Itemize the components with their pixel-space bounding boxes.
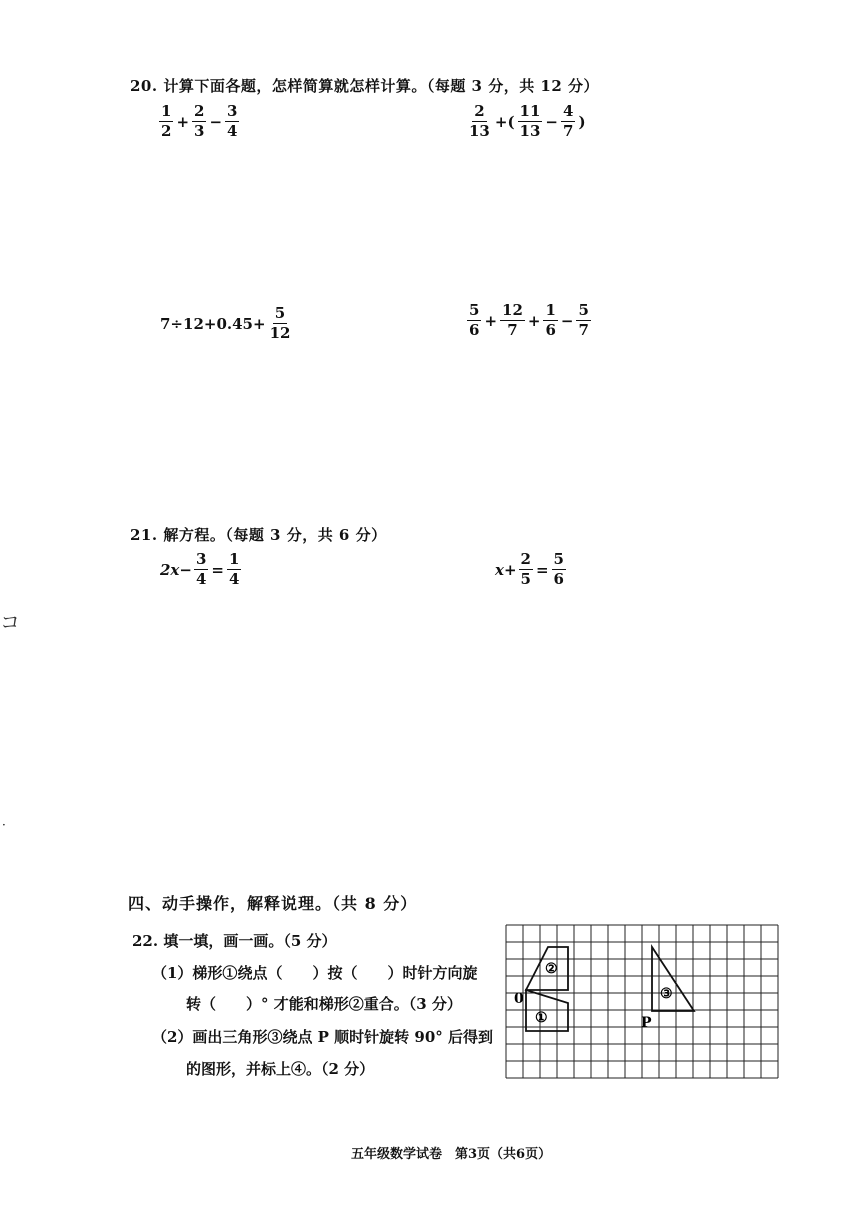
point-p-label: P	[641, 1015, 652, 1031]
denominator: 2	[161, 122, 172, 140]
denominator: 13	[519, 122, 541, 140]
margin-bracket-mark: コ	[0, 610, 20, 634]
rotation-grid-figure	[500, 918, 785, 1083]
numerator: 1	[161, 102, 172, 120]
close-paren: )	[578, 112, 586, 131]
shape-2-label: ②	[545, 961, 558, 977]
numerator: 5	[469, 301, 480, 319]
denominator: 6	[545, 321, 556, 339]
page-footer: 五年级数学试卷 第3页（共6页）	[351, 1147, 552, 1162]
numerator: 12	[502, 301, 523, 319]
numerator: 1	[545, 301, 556, 319]
triangle-3-shape	[652, 947, 694, 1011]
question-22-title: 22. 填一填，画一画。（5 分）	[132, 932, 337, 950]
denominator: 7	[578, 321, 589, 339]
numerator: 5	[274, 304, 286, 322]
numerator: 5	[553, 550, 564, 568]
numerator: 1	[228, 550, 240, 568]
operator: +	[484, 311, 498, 330]
numerator: 2	[194, 102, 205, 120]
q22-part1-line2: 转（ ）° 才能和梯形②重合。（3 分）	[186, 995, 462, 1013]
denominator: 6	[469, 321, 480, 339]
q20-expression-4	[465, 303, 593, 338]
denominator: 12	[269, 324, 291, 342]
q21-equation-2	[495, 552, 568, 587]
denominator: 7	[563, 122, 574, 140]
numerator: 2	[520, 550, 531, 568]
denominator: 7	[507, 321, 518, 339]
point-o-label: 0	[514, 991, 524, 1007]
question-20-title: 20. 计算下面各题，怎样简算就怎样计算。（每题 3 分，共 12 分）	[130, 77, 600, 95]
operator: −	[545, 112, 558, 131]
denominator: 5	[520, 570, 531, 588]
q22-part2-line1: （2）画出三角形③绕点 P 顺时针旋转 90° 后得到	[152, 1028, 493, 1046]
operator: +	[527, 311, 541, 330]
section-4-title: 四、动手操作，解释说理。（共 8 分）	[128, 894, 418, 913]
denominator: 13	[469, 122, 490, 140]
denominator: 4	[195, 570, 207, 588]
question-21-title: 21. 解方程。（每题 3 分，共 6 分）	[130, 526, 387, 544]
shape-3-label: ③	[660, 986, 673, 1002]
q20-expression-1	[157, 104, 241, 139]
numerator: 11	[519, 102, 541, 120]
q22-part1-line1: （1）梯形①绕点（ ）按（ ）时针方向旋	[152, 964, 478, 982]
q21-equation-1	[160, 552, 243, 587]
denominator: 3	[194, 122, 205, 140]
denominator: 4	[227, 122, 238, 140]
shape-1-label: ①	[535, 1010, 548, 1026]
numerator: 4	[563, 102, 574, 120]
operator: +	[176, 112, 190, 131]
operator: −	[209, 112, 223, 131]
expression-lead: 2x−	[160, 560, 192, 579]
margin-dot-mark: ·	[2, 818, 6, 832]
operator: +(	[494, 112, 515, 131]
expression-lead: 7÷12+0.45+	[160, 314, 266, 333]
equals-sign: =	[535, 560, 549, 579]
numerator: 3	[195, 550, 207, 568]
q20-expression-2	[465, 104, 587, 139]
equals-sign: =	[211, 560, 224, 579]
numerator: 5	[578, 301, 589, 319]
q20-expression-3	[160, 306, 294, 341]
operator: −	[560, 311, 574, 330]
q22-part2-line2: 的图形，并标上④。（2 分）	[186, 1060, 375, 1078]
denominator: 4	[228, 570, 240, 588]
numerator: 2	[474, 102, 485, 120]
numerator: 3	[227, 102, 238, 120]
expression-lead: x+	[495, 560, 517, 579]
denominator: 6	[553, 570, 564, 588]
